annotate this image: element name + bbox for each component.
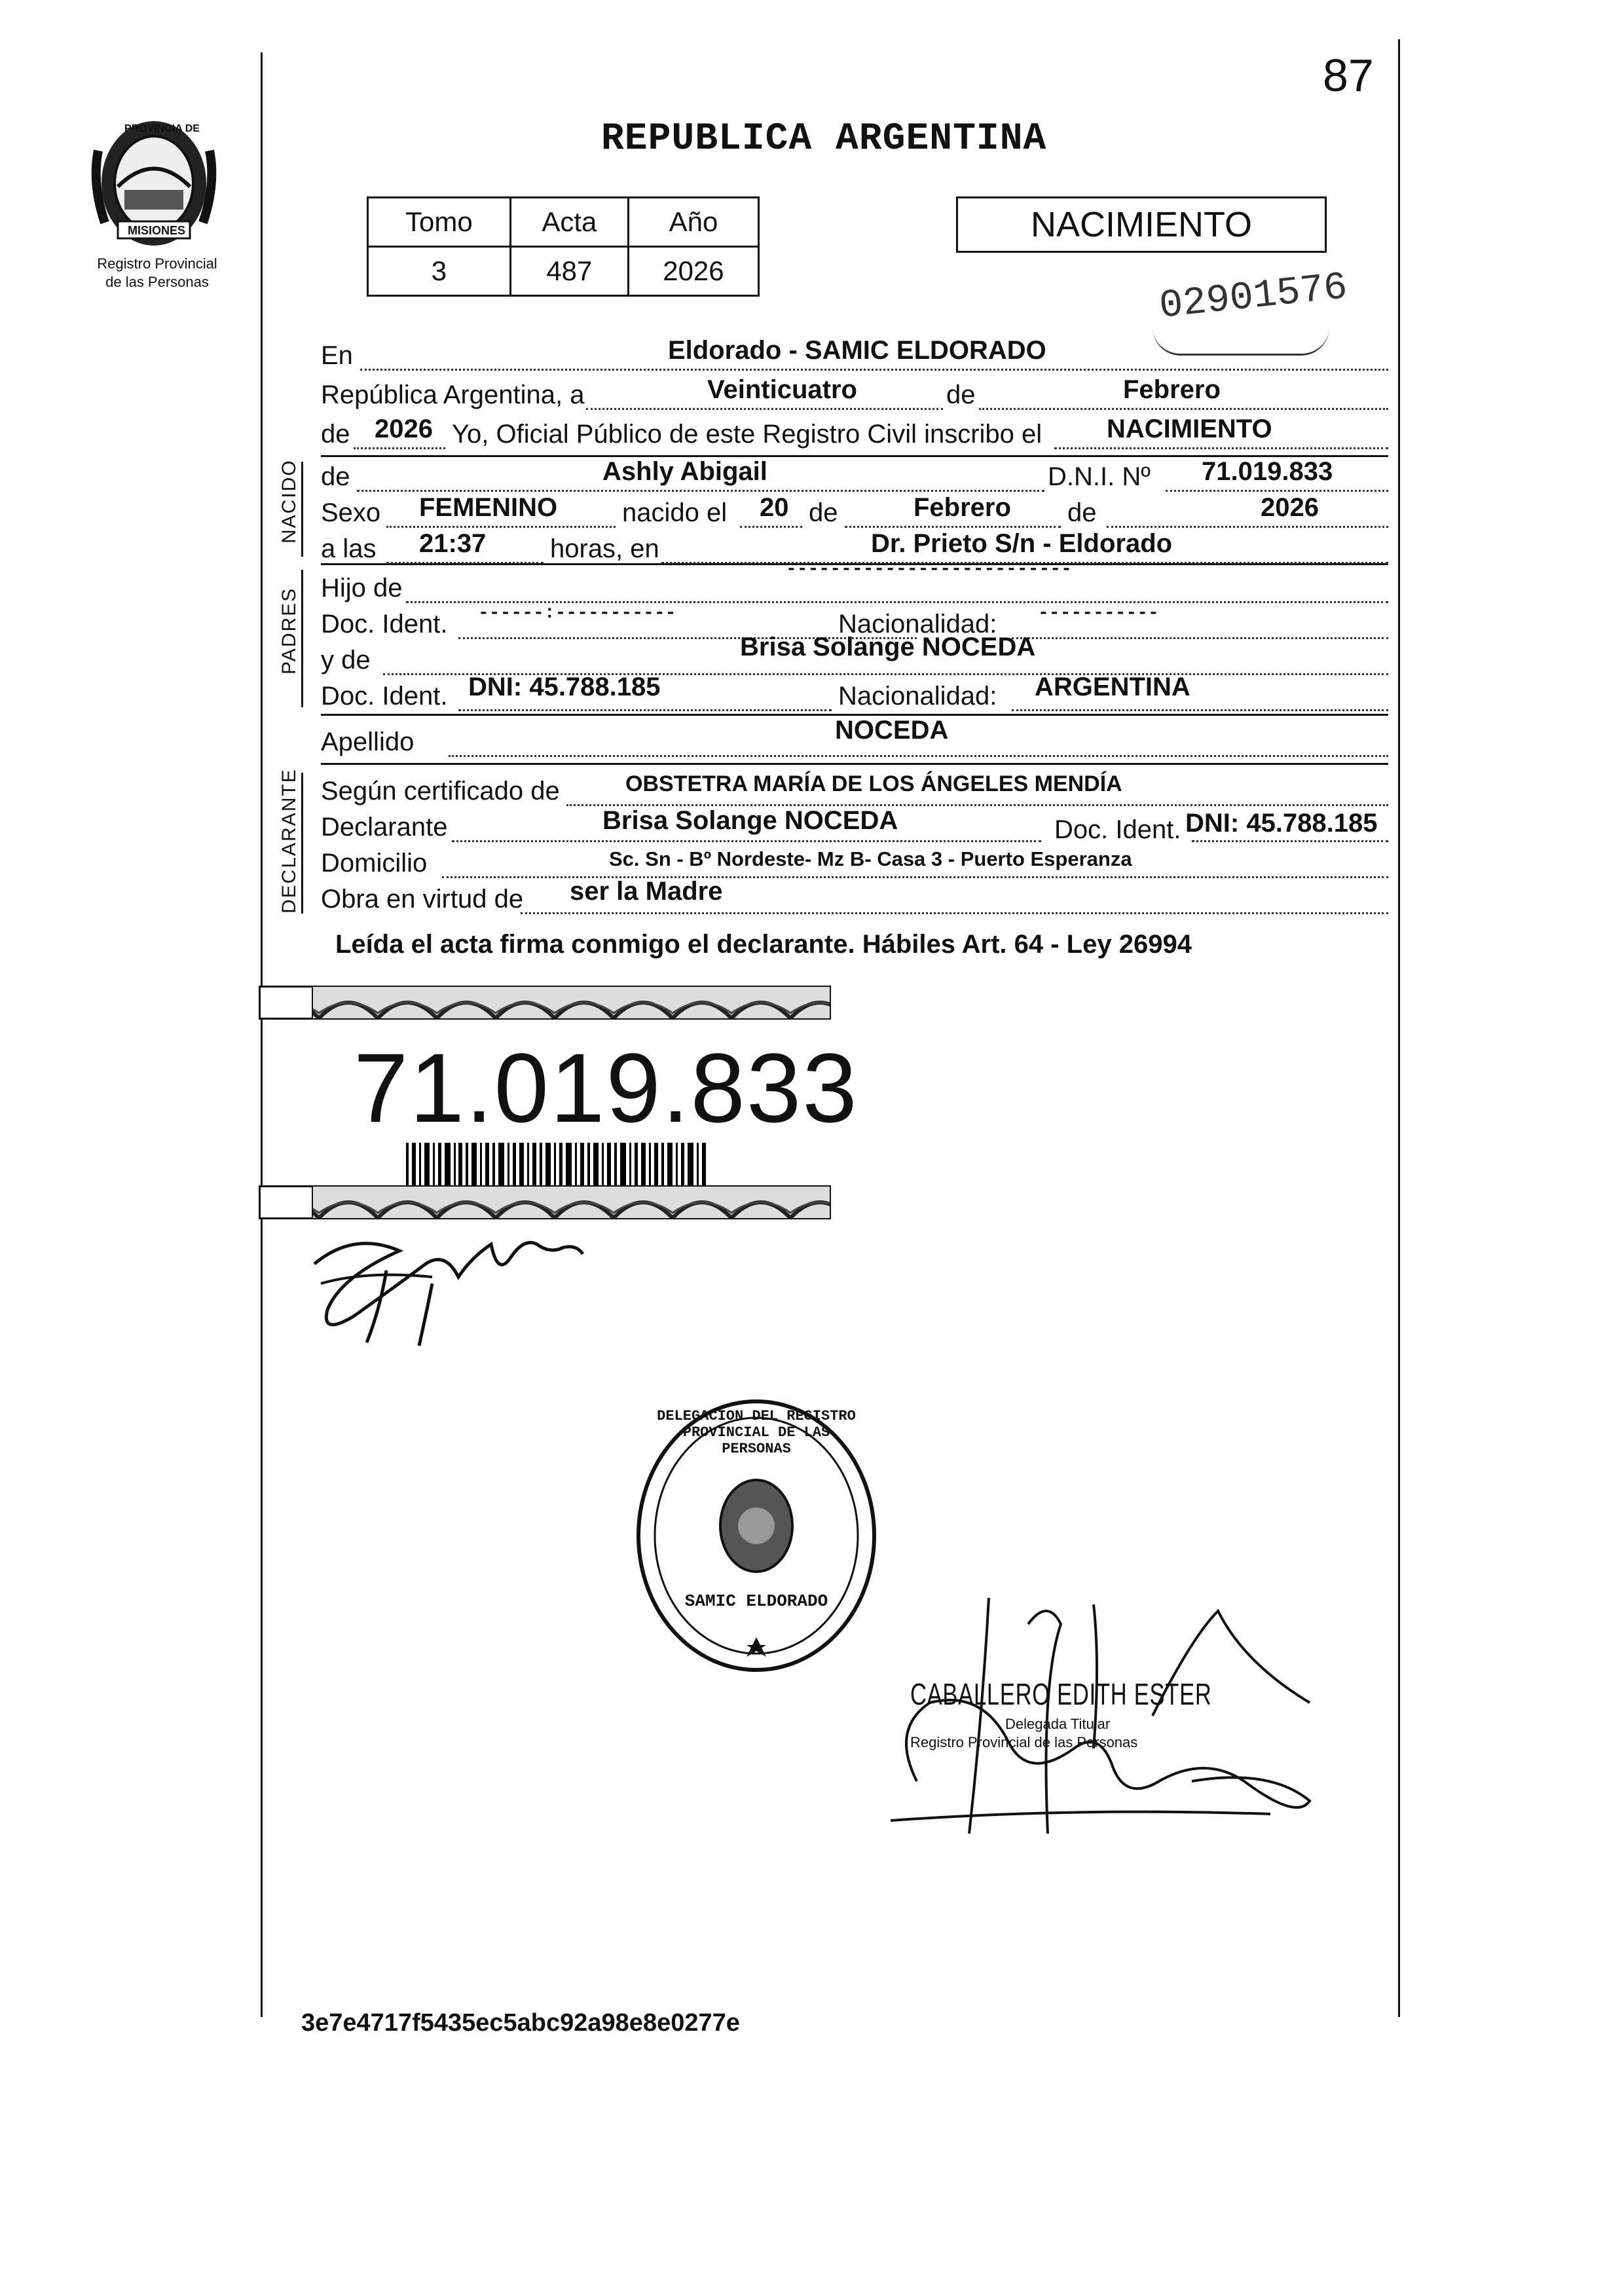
nombre-label: de	[321, 462, 350, 491]
year-de-label: de	[321, 420, 350, 449]
row-republica	[321, 377, 1388, 415]
sexo-dots	[386, 526, 616, 528]
mother-doc-dots	[458, 709, 832, 711]
apellido-label: Apellido	[321, 728, 415, 756]
row-mother-doc	[321, 673, 1388, 716]
birth-place: Dr. Prieto S/n - Eldorado	[871, 529, 1173, 558]
divider-4	[321, 763, 1388, 765]
provincial-seal	[79, 111, 229, 255]
signature-delegate	[877, 1585, 1323, 1834]
horas-en-label: horas, en	[550, 534, 659, 563]
year-dots	[354, 447, 445, 449]
birth-year-dots	[1107, 526, 1388, 528]
official-role: Delegada Titular	[1005, 1716, 1111, 1732]
republica-label: República Argentina, a	[321, 380, 585, 409]
declarante-label: Declarante	[321, 813, 448, 842]
stamp-round-outer-text: DELEGACION DEL REGISTRO PROVINCIAL DE LAS PERSONAS	[657, 1408, 856, 1457]
right-border-line	[1398, 39, 1400, 2017]
dni-dots	[1166, 490, 1388, 492]
anio-header: Año	[628, 198, 758, 247]
decl-doc-dots	[1192, 840, 1388, 842]
declarante-value: Brisa Solange NOCEDA	[602, 806, 898, 835]
en-dots	[360, 369, 1388, 371]
month-value: Febrero	[1123, 375, 1221, 404]
signature-official-strokes	[301, 1218, 589, 1349]
obra-dots	[521, 912, 1388, 914]
row-sexo	[321, 494, 1388, 532]
birth-month: Febrero	[913, 493, 1011, 522]
dni-label: D.N.I. Nº	[1048, 462, 1151, 491]
mother-doc: DNI: 45.788.185	[468, 673, 661, 701]
birth-de-label: de	[809, 498, 838, 527]
official-office: Registro Provincial de las Personas	[910, 1734, 1138, 1750]
declarante-bracket	[301, 773, 303, 914]
father-value: --------------------------	[786, 559, 1072, 580]
father-nationality-dots	[1012, 637, 1388, 639]
inscribo-value: NACIMIENTO	[1107, 415, 1272, 443]
y-de-label: y de	[321, 646, 371, 675]
mother-nationality-label: Nacionalidad:	[838, 682, 997, 711]
tomo-value: 3	[368, 247, 511, 296]
tomo-header: Tomo	[368, 198, 511, 247]
page-number: 87	[1323, 50, 1374, 101]
round-stamp	[632, 1395, 881, 1676]
volume-table	[367, 196, 760, 297]
day-words: Veinticuatro	[707, 375, 857, 404]
nacido-el-label: nacido el	[622, 498, 728, 527]
dni-value: 71.019.833	[1202, 457, 1333, 486]
mother-nationality: ARGENTINA	[1035, 673, 1190, 701]
mother-nationality-dots	[1012, 709, 1388, 711]
apellido-dots	[449, 755, 1388, 757]
birth-day-dots	[740, 526, 802, 528]
inscribo-dots	[1054, 447, 1388, 449]
birth-day: 20	[760, 493, 789, 522]
republica-dots-1	[586, 408, 943, 410]
left-border-line	[261, 52, 263, 2017]
domicilio-label: Domicilio	[321, 849, 428, 878]
en-value: Eldorado - SAMIC ELDORADO	[668, 336, 1046, 365]
signature-official	[301, 1218, 589, 1349]
serial-number: 02901576	[1157, 265, 1350, 329]
security-band-top	[259, 986, 831, 1020]
document-title: REPUBLICA ARGENTINA	[601, 118, 1047, 160]
row-declarante	[321, 806, 1388, 847]
row-hijo-de	[321, 559, 1388, 608]
father-doc-label: Doc. Ident.	[321, 610, 448, 638]
padres-bracket	[301, 570, 303, 707]
hour-value: 21:37	[419, 529, 487, 558]
closing-text: Leída el acta firma conmigo el declarante. Hábiles Art. 64 - Ley 26994	[335, 930, 1192, 959]
republica-dots-2	[979, 408, 1388, 410]
seal-caption-line1: Registro Provincial	[97, 255, 217, 272]
security-band-bottom	[259, 1185, 831, 1219]
hijo-de-label: Hijo de	[321, 574, 403, 602]
row-segun	[321, 773, 1388, 811]
row-obra	[321, 877, 1388, 919]
birth-year: 2026	[1261, 493, 1319, 522]
official-name: CABALLERO EDITH ESTER	[910, 1677, 1212, 1711]
seal-caption-line2: de las Personas	[105, 274, 209, 290]
seal-text-bottom: MISIONES	[128, 224, 186, 237]
anio-value: 2026	[628, 247, 758, 296]
section-padres-label: PADRES	[278, 587, 300, 675]
decl-doc-value: DNI: 45.788.185	[1185, 809, 1378, 838]
sexo-label: Sexo	[321, 498, 381, 527]
republica-de-label: de	[946, 380, 976, 409]
obra-label: Obra en virtud de	[321, 885, 524, 914]
domicilio-value: Sc. Sn - Bº Nordeste- Mz B- Casa 3 - Puerto Esperanza	[609, 847, 1132, 870]
stamp-round-inner-text: SAMIC ELDORADO	[684, 1591, 828, 1611]
father-nationality: -----------	[1038, 603, 1159, 623]
apellido-value: NOCEDA	[835, 716, 949, 745]
mother-doc-label: Doc. Ident.	[321, 682, 448, 711]
row-domicilio	[321, 845, 1388, 883]
inscribo-text: Yo, Oficial Público de este Registro Civil inscribo el	[452, 420, 1043, 449]
father-nationality-label: Nacionalidad:	[838, 610, 997, 638]
mother-value: Brisa Solange NOCEDA	[740, 633, 1036, 661]
seal-text-top: PROVINCIA DE	[124, 123, 200, 134]
nombre-dots	[357, 490, 1044, 492]
row-apellido	[321, 716, 1388, 762]
en-label: En	[321, 341, 353, 370]
security-band-bottom-pattern	[260, 1187, 830, 1218]
birth-de2-label: de	[1067, 498, 1097, 527]
obra-value: ser la Madre	[570, 877, 723, 906]
security-band-top-pattern	[260, 987, 830, 1018]
act-type-box: NACIMIENTO	[956, 196, 1327, 253]
birth-month-dots	[845, 526, 1061, 528]
row-nombre	[321, 458, 1388, 496]
father-doc: ------:-----------	[478, 603, 676, 623]
row-en	[321, 337, 1388, 375]
segun-label: Según certificado de	[321, 777, 560, 805]
a-las-label: a las	[321, 534, 377, 563]
section-declarante-label: DECLARANTE	[278, 768, 300, 914]
nombre-value: Ashly Abigail	[602, 457, 767, 486]
year-value: 2026	[375, 415, 433, 443]
acta-header: Acta	[510, 198, 628, 247]
barcode-number: 71.019.833	[354, 1033, 858, 1143]
section-nacido-label: NACIDO	[278, 459, 300, 544]
sexo-value: FEMENINO	[419, 493, 558, 522]
decl-doc-label: Doc. Ident.	[1054, 815, 1181, 844]
document-hash: 3e7e4717f5435ec5abc92a98e8e0277e	[301, 2009, 740, 2037]
nacido-bracket	[301, 462, 303, 557]
row-year	[321, 416, 1388, 454]
segun-value: OBSTETRA MARÍA DE LOS ÁNGELES MENDÍA	[625, 771, 1122, 796]
declarante-dots	[452, 840, 1041, 842]
acta-value: 487	[510, 247, 628, 296]
